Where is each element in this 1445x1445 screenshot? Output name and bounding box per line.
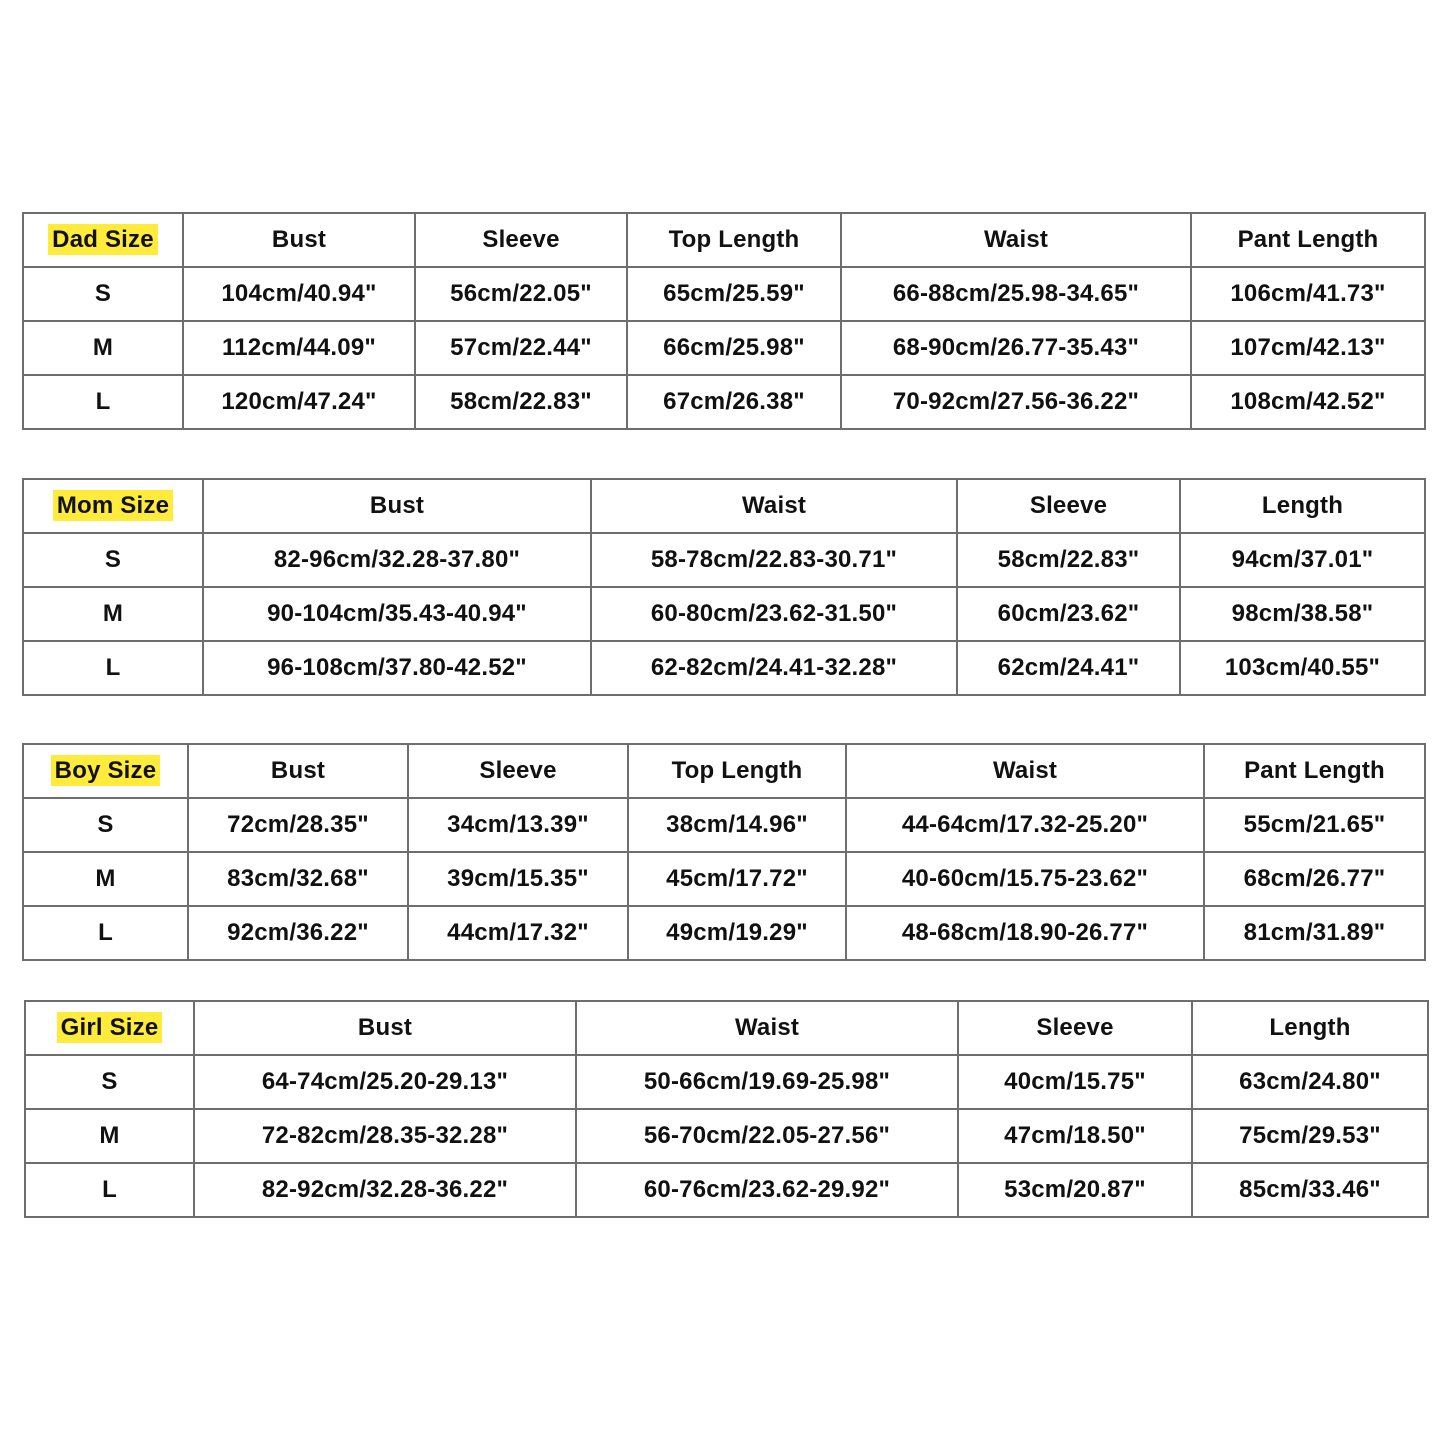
table-cell: 40-60cm/15.75-23.62": [846, 852, 1204, 906]
size-label-cell: [23, 744, 188, 798]
table-row: [25, 1055, 1428, 1109]
table-row: [25, 1163, 1428, 1217]
table-row: [23, 906, 1425, 960]
size-cell: M: [23, 587, 203, 641]
table-row: [23, 852, 1425, 906]
table-cell: 64-74cm/25.20-29.13": [194, 1055, 576, 1109]
table-cell: 104cm/40.94": [183, 267, 415, 321]
column-header: Pant Length: [1191, 213, 1425, 267]
column-header: Waist: [591, 479, 957, 533]
table-cell: 70-92cm/27.56-36.22": [841, 375, 1191, 429]
table-cell: 60-76cm/23.62-29.92": [576, 1163, 958, 1217]
size-label-cell: [23, 479, 203, 533]
table-cell: 68cm/26.77": [1204, 852, 1425, 906]
table-cell: 75cm/29.53": [1192, 1109, 1428, 1163]
mom-size-label: Mom Size: [53, 490, 173, 521]
table-cell: 53cm/20.87": [958, 1163, 1192, 1217]
table-cell: 65cm/25.59": [627, 267, 841, 321]
column-header: Sleeve: [408, 744, 628, 798]
table-cell: 39cm/15.35": [408, 852, 628, 906]
size-cell: L: [23, 375, 183, 429]
size-cell: L: [23, 641, 203, 695]
table-cell: 58cm/22.83": [415, 375, 627, 429]
column-header: Waist: [841, 213, 1191, 267]
table-cell: 63cm/24.80": [1192, 1055, 1428, 1109]
table-cell: 57cm/22.44": [415, 321, 627, 375]
table-cell: 103cm/40.55": [1180, 641, 1425, 695]
table-row: [23, 321, 1425, 375]
table-header-row: [25, 1001, 1428, 1055]
table-cell: 44-64cm/17.32-25.20": [846, 798, 1204, 852]
column-header: Top Length: [627, 213, 841, 267]
table-cell: 94cm/37.01": [1180, 533, 1425, 587]
table-row: [23, 267, 1425, 321]
size-cell: M: [23, 321, 183, 375]
table-header-row: [23, 479, 1425, 533]
table-cell: 85cm/33.46": [1192, 1163, 1428, 1217]
size-cell: L: [23, 906, 188, 960]
table-cell: 60-80cm/23.62-31.50": [591, 587, 957, 641]
table-cell: 58-78cm/22.83-30.71": [591, 533, 957, 587]
table-header-row: [23, 744, 1425, 798]
table-cell: 40cm/15.75": [958, 1055, 1192, 1109]
table-cell: 56-70cm/22.05-27.56": [576, 1109, 958, 1163]
size-cell: S: [23, 267, 183, 321]
table-cell: 38cm/14.96": [628, 798, 846, 852]
table-cell: 96-108cm/37.80-42.52": [203, 641, 591, 695]
table-cell: 82-92cm/32.28-36.22": [194, 1163, 576, 1217]
column-header: Sleeve: [958, 1001, 1192, 1055]
size-cell: L: [25, 1163, 194, 1217]
boy-size-label: Boy Size: [51, 755, 161, 786]
column-header: Bust: [203, 479, 591, 533]
column-header: Waist: [846, 744, 1204, 798]
table-cell: 44cm/17.32": [408, 906, 628, 960]
column-header: Sleeve: [957, 479, 1180, 533]
table-cell: 66-88cm/25.98-34.65": [841, 267, 1191, 321]
table-cell: 68-90cm/26.77-35.43": [841, 321, 1191, 375]
column-header: Bust: [194, 1001, 576, 1055]
table-cell: 56cm/22.05": [415, 267, 627, 321]
table-row: [23, 375, 1425, 429]
size-cell: M: [23, 852, 188, 906]
dad-size-table: [22, 212, 1426, 430]
table-cell: 34cm/13.39": [408, 798, 628, 852]
table-cell: 67cm/26.38": [627, 375, 841, 429]
column-header: Top Length: [628, 744, 846, 798]
table-cell: 49cm/19.29": [628, 906, 846, 960]
table-cell: 81cm/31.89": [1204, 906, 1425, 960]
dad-size-label: Dad Size: [48, 224, 158, 255]
table-cell: 58cm/22.83": [957, 533, 1180, 587]
column-header: Length: [1192, 1001, 1428, 1055]
column-header: Pant Length: [1204, 744, 1425, 798]
table-row: [23, 798, 1425, 852]
table-cell: 60cm/23.62": [957, 587, 1180, 641]
size-cell: M: [25, 1109, 194, 1163]
table-cell: 98cm/38.58": [1180, 587, 1425, 641]
mom-size-table: [22, 478, 1426, 696]
table-row: [23, 641, 1425, 695]
size-cell: S: [23, 533, 203, 587]
table-cell: 66cm/25.98": [627, 321, 841, 375]
table-cell: 72-82cm/28.35-32.28": [194, 1109, 576, 1163]
column-header: Bust: [188, 744, 408, 798]
girl-size-table: [24, 1000, 1429, 1218]
table-cell: 50-66cm/19.69-25.98": [576, 1055, 958, 1109]
size-cell: S: [25, 1055, 194, 1109]
table-cell: 48-68cm/18.90-26.77": [846, 906, 1204, 960]
table-cell: 62cm/24.41": [957, 641, 1180, 695]
table-cell: 72cm/28.35": [188, 798, 408, 852]
table-cell: 108cm/42.52": [1191, 375, 1425, 429]
table-cell: 55cm/21.65": [1204, 798, 1425, 852]
size-label-cell: [23, 213, 183, 267]
table-row: [23, 587, 1425, 641]
table-cell: 82-96cm/32.28-37.80": [203, 533, 591, 587]
table-cell: 112cm/44.09": [183, 321, 415, 375]
size-label-cell: [25, 1001, 194, 1055]
girl-size-label: Girl Size: [57, 1012, 163, 1043]
table-row: [23, 533, 1425, 587]
table-cell: 62-82cm/24.41-32.28": [591, 641, 957, 695]
table-cell: 107cm/42.13": [1191, 321, 1425, 375]
column-header: Length: [1180, 479, 1425, 533]
boy-size-table: [22, 743, 1426, 961]
column-header: Waist: [576, 1001, 958, 1055]
table-cell: 106cm/41.73": [1191, 267, 1425, 321]
table-row: [25, 1109, 1428, 1163]
table-header-row: [23, 213, 1425, 267]
table-cell: 120cm/47.24": [183, 375, 415, 429]
column-header: Sleeve: [415, 213, 627, 267]
table-cell: 45cm/17.72": [628, 852, 846, 906]
table-cell: 92cm/36.22": [188, 906, 408, 960]
column-header: Bust: [183, 213, 415, 267]
table-cell: 90-104cm/35.43-40.94": [203, 587, 591, 641]
size-cell: S: [23, 798, 188, 852]
table-cell: 83cm/32.68": [188, 852, 408, 906]
table-cell: 47cm/18.50": [958, 1109, 1192, 1163]
